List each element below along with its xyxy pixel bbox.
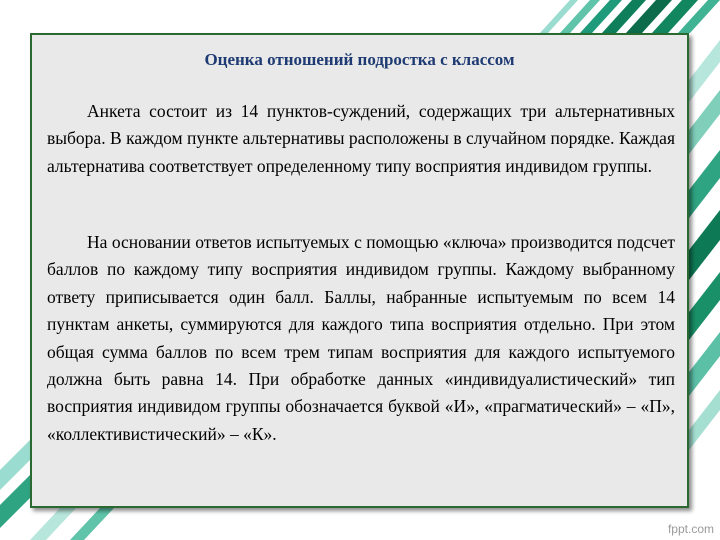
stripe-right-2 bbox=[689, 90, 720, 154]
paragraph-1: Анкета состоит из 14 пунктов-суждений, содержащих три альтернативных выбора. В каждом пункте альтернативы расположены в случайном порядке. Каждая альтернатива соответствует определенному типу восприятия индивидом группы. bbox=[47, 101, 675, 176]
stripe-right-5 bbox=[689, 272, 720, 340]
stripe-bottom-2 bbox=[70, 508, 114, 540]
stripe-bottom-1 bbox=[30, 508, 76, 540]
slide-title: Оценка отношений подростка с классом bbox=[204, 50, 515, 69]
paragraph-2: На основании ответов испытуемых с помощью «ключа» производится подсчет баллов по каждому типу восприятия индивидом группы. Каждому выбранному ответу приписывается один балл. Баллы, набранные испытуемым по всем 14 пунктам анкеты, суммируются для каждого типа восприятия отдельно. При этом общая сумма баллов по всем трем типам восприятия для каждого испытуемого должна быть равна 14. При обработке данных «индивидуалистический» тип восприятия индивидом группы обозначается буквой «И», «прагматический» – «П», «коллективистический» – «К». bbox=[47, 232, 675, 444]
stripe-right-7 bbox=[689, 390, 720, 450]
content-panel bbox=[30, 33, 689, 508]
stripe-right-1 bbox=[689, 40, 720, 102]
stripe-right-3 bbox=[689, 150, 720, 218]
stripe-right-4 bbox=[689, 210, 720, 280]
stripe-right-6 bbox=[689, 332, 720, 396]
footer-watermark: fppt.com bbox=[667, 522, 714, 536]
